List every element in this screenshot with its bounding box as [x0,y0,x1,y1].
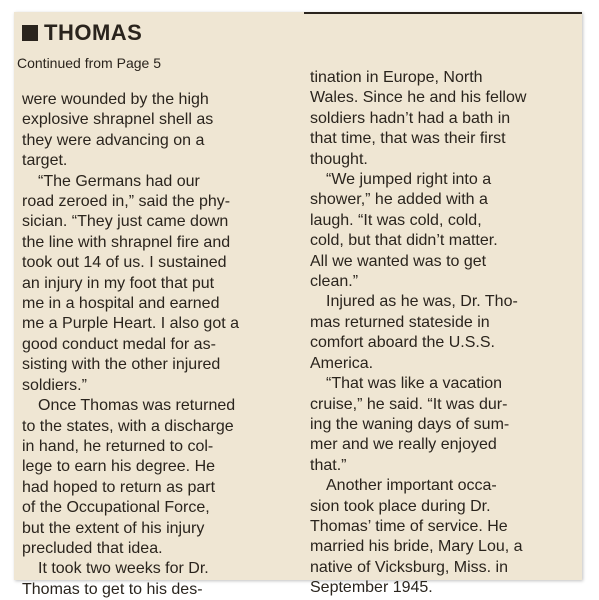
text-line: Wales. Since he and his fellow [310,89,527,107]
text-line: to the states, with a discharge [22,417,234,435]
text-line: me a Purple Heart. I also got a [22,315,239,333]
text-line: they were advancing on a [22,131,205,149]
square-bullet-icon [22,25,38,41]
text-line: America. [310,354,374,372]
paragraph [22,172,294,396]
text-line: mer and we really enjoyed [310,436,497,454]
text-line: sion took place during Dr. [310,497,491,515]
text-line: thought. [310,150,368,168]
paragraph [310,292,568,374]
text-line: good conduct medal for as- [22,335,216,353]
paragraph [22,90,294,172]
text-line: Thomas to get to his des- [22,580,203,598]
text-line: Thomas’ time of service. He [310,517,508,535]
text-line: “That was like a vacation [326,375,503,393]
paragraph [310,476,568,598]
left-column [22,90,294,600]
text-line: precluded that idea. [22,539,163,557]
text-line: Injured as he was, Dr. Tho- [326,293,518,311]
headline-text: THOMAS [44,20,143,45]
text-line: but the extent of his injury [22,519,205,537]
text-line: that time, that was their first [310,130,506,148]
text-line: target. [22,152,68,170]
text-line: soldiers hadn’t had a bath in [310,109,511,127]
text-line: September 1945. [310,579,433,597]
text-line: were wounded by the high [22,91,209,108]
text-line: native of Vicksburg, Miss. in [310,558,509,576]
text-line: me in a hospital and earned [22,295,220,313]
paragraph [310,68,568,170]
text-line: that.” [310,456,347,474]
newspaper-clipping [14,12,582,598]
text-line: comfort aboard the U.S.S. [310,334,495,352]
continued-line: Continued from Page 5 [17,55,161,71]
text-line: had hoped to return as part [22,478,216,496]
text-line: soldiers.” [22,376,87,394]
column-rule [304,12,582,14]
paragraph [310,374,568,476]
paragraph [22,396,294,559]
text-line: explosive shrapnel shell as [22,111,214,129]
text-line: sician. “They just came down [22,213,229,231]
text-line: in hand, he returned to col- [22,437,214,455]
text-line: tination in Europe, North [310,69,483,86]
paragraph [22,559,294,600]
text-line: road zeroed in,” said the phy- [22,193,231,211]
right-column [310,68,568,599]
text-line: lege to earn his degree. He [22,458,216,476]
text-line: married his bride, Mary Lou, a [310,538,523,556]
text-line: “We jumped right into a [326,171,492,189]
paragraph [310,170,568,292]
text-line: ing the waning days of sum- [310,415,510,433]
text-line: “The Germans had our [38,172,200,190]
headline [22,20,142,46]
text-line: laugh. “It was cold, cold, [310,211,482,229]
text-line: shower,” he added with a [310,191,488,209]
text-line: of the Occupational Force, [22,499,210,517]
text-line: clean.” [310,273,359,291]
text-line: Another important occa- [326,477,497,495]
text-line: mas returned stateside in [310,313,490,331]
text-line: took out 14 of us. I sustained [22,254,227,272]
text-line: All we wanted was to get [310,252,487,270]
text-line: Once Thomas was returned [38,397,236,415]
text-line: cold, but that didn’t matter. [310,232,498,250]
text-line: sisting with the other injured [22,356,221,374]
text-line: the line with shrapnel fire and [22,233,231,251]
text-line: It took two weeks for Dr. [38,560,209,578]
text-line: cruise,” he said. “It was dur- [310,395,508,413]
text-line: an injury in my foot that put [22,274,215,292]
